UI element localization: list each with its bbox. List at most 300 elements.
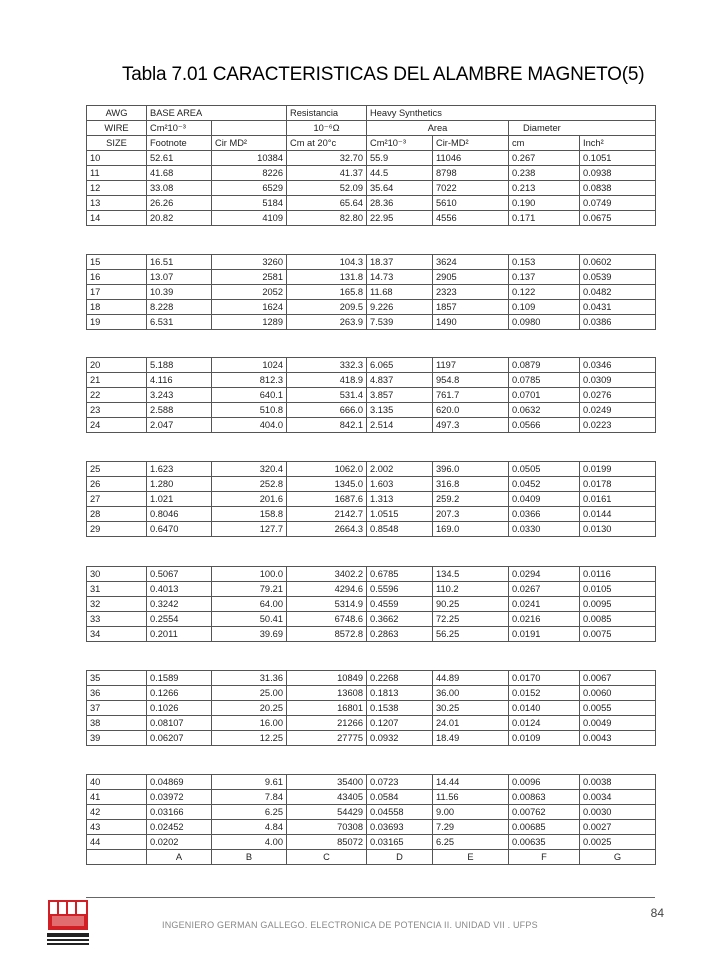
table-cell: 0.0294 [509,567,580,582]
table-cell: 16 [87,270,147,285]
table-cell: 37 [87,701,147,716]
table-cell: 65.64 [287,196,367,211]
table-row [87,315,656,330]
table-cell: 510.8 [212,403,287,418]
table-row [87,686,656,701]
table-cell: 31 [87,582,147,597]
table-cell: 4.837 [367,373,433,388]
header-area: Area [367,121,509,136]
table-cell: 39 [87,731,147,746]
table-cell: 1024 [212,358,287,373]
table-cell: 0.3242 [147,597,212,612]
table-cell: 25 [87,462,147,477]
table-cell: 0.2268 [367,671,433,686]
header-cm2: Cm²10⁻³ [147,121,212,136]
table-cell: 954.8 [433,373,509,388]
table-cell: 52.61 [147,151,212,166]
table-cell: 10384 [212,151,287,166]
table-cell: 13 [87,196,147,211]
table-cell: 0.0276 [580,388,656,403]
table-cell: 209.5 [287,300,367,315]
table-cell: 79.21 [212,582,287,597]
table-cell: 4.116 [147,373,212,388]
table-cell: 54429 [287,805,367,820]
table-cell: 4109 [212,211,287,226]
table-cell: 1.0515 [367,507,433,522]
table-cell: 1.623 [147,462,212,477]
wire-table-group [86,254,656,330]
table-cell: 64.00 [212,597,287,612]
table-cell: 127.7 [212,522,287,537]
table-row [87,151,656,166]
table-cell: 41 [87,790,147,805]
header-resistancia: Resistancia [287,106,367,121]
table-cell: 0.0199 [580,462,656,477]
table-cell: 0.0539 [580,270,656,285]
table-cell: 44 [87,835,147,850]
table-cell: 1197 [433,358,509,373]
table-cell: 43405 [287,790,367,805]
footer-text: INGENIERO GERMAN GALLEGO. ELECTRONICA DE POTENCIA II. UNIDAD VII . UFPS [162,920,538,930]
table-cell: 0.0095 [580,597,656,612]
table-cell: 0.0241 [509,597,580,612]
table-row [87,805,656,820]
table-cell: 40 [87,775,147,790]
table-cell: 13608 [287,686,367,701]
table-cell: 15 [87,255,147,270]
table-cell: 0.0144 [580,507,656,522]
table-cell: 52.09 [287,181,367,196]
table-cell: 0.3662 [367,612,433,627]
table-cell: 158.8 [212,507,287,522]
table-cell: 3.135 [367,403,433,418]
table-cell: 12 [87,181,147,196]
table-cell: 0.0025 [580,835,656,850]
table-cell: 50.41 [212,612,287,627]
table-cell: 620.0 [433,403,509,418]
table-cell: 8572.8 [287,627,367,642]
table-cell: 12.25 [212,731,287,746]
table-cell: 32 [87,597,147,612]
table-cell: 0.1266 [147,686,212,701]
table-cell: 0.1589 [147,671,212,686]
table-cell: 0.2554 [147,612,212,627]
table-cell: 0.0879 [509,358,580,373]
table-cell: 0.153 [509,255,580,270]
table-row [87,582,656,597]
table-cell: 0.0027 [580,820,656,835]
table-cell: 11.68 [367,285,433,300]
table-cell: 26.26 [147,196,212,211]
table-cell: 332.3 [287,358,367,373]
table-cell: 0.0116 [580,567,656,582]
wire-table-header-group [86,105,656,226]
table-cell: 0.267 [509,151,580,166]
table-cell: 4.84 [212,820,287,835]
table-row [87,701,656,716]
table-cell: 7.539 [367,315,433,330]
table-cell: 11.56 [433,790,509,805]
table-cell: 34 [87,627,147,642]
table-cell: 0.6785 [367,567,433,582]
table-row [87,300,656,315]
table-cell: 842.1 [287,418,367,433]
table-cell: 18.37 [367,255,433,270]
table-cell: 2323 [433,285,509,300]
table-cell: 39.69 [212,627,287,642]
table-cell: 9.61 [212,775,287,790]
table-cell: 27 [87,492,147,507]
table-cell: 4.00 [212,835,287,850]
header-cm: cm [509,136,580,151]
table-cell: 14.44 [433,775,509,790]
table-cell: 104.3 [287,255,367,270]
table-row [87,166,656,181]
table-row [87,477,656,492]
table-cell: 0.0386 [580,315,656,330]
table-row [87,196,656,211]
table-cell: 0.0584 [367,790,433,805]
table-cell: 0.0749 [580,196,656,211]
table-cell: 3.857 [367,388,433,403]
table-cell: 0.0060 [580,686,656,701]
table-cell: 0.0366 [509,507,580,522]
table-cell: 531.4 [287,388,367,403]
table-row [87,403,656,418]
wire-table-group [86,461,656,537]
column-letter: F [509,850,580,865]
table-cell: 1.603 [367,477,433,492]
table-cell: 110.2 [433,582,509,597]
table-cell: 1.280 [147,477,212,492]
table-cell: 0.0038 [580,775,656,790]
table-cell: 263.9 [287,315,367,330]
table-cell: 17 [87,285,147,300]
table-cell: 16801 [287,701,367,716]
table-cell: 20 [87,358,147,373]
table-cell: 2905 [433,270,509,285]
table-cell: 0.00762 [509,805,580,820]
table-row [87,627,656,642]
table-cell: 0.0030 [580,805,656,820]
column-letter: A [147,850,212,865]
table-cell: 0.0330 [509,522,580,537]
table-cell: 7022 [433,181,509,196]
table-cell: 259.2 [433,492,509,507]
header-heavy-synthetics: Heavy Synthetics [367,106,656,121]
table-cell: 0.137 [509,270,580,285]
table-cell: 1345.0 [287,477,367,492]
wire-table-group [86,566,656,642]
table-row [87,820,656,835]
table-cell: 0.0130 [580,522,656,537]
table-cell: 8226 [212,166,287,181]
table-cell: 396.0 [433,462,509,477]
table-cell: 666.0 [287,403,367,418]
table-cell: 0.238 [509,166,580,181]
page-number: 84 [650,906,664,920]
table-cell: 24 [87,418,147,433]
table-cell: 2.047 [147,418,212,433]
column-letter-row [87,850,656,865]
table-cell: 0.0452 [509,477,580,492]
column-letter: D [367,850,433,865]
table-cell: 18 [87,300,147,315]
table-cell: 812.3 [212,373,287,388]
table-cell: 0.0602 [580,255,656,270]
table-cell: 0.03165 [367,835,433,850]
table-cell: 10849 [287,671,367,686]
table-cell: 0.00685 [509,820,580,835]
table-cell: 2052 [212,285,287,300]
table-cell: 0.0675 [580,211,656,226]
table-cell: 35 [87,671,147,686]
table-cell: 2142.7 [287,507,367,522]
table-cell: 6.25 [433,835,509,850]
header-cir-md2: Cir-MD² [433,136,509,151]
column-letter [87,850,147,865]
table-cell: 5610 [433,196,509,211]
table-cell: 0.0938 [580,166,656,181]
header-diameter: Diameter [509,121,656,136]
header-cm-at-20c: Cm at 20°c [287,136,367,151]
table-cell: 0.02452 [147,820,212,835]
table-cell: 33 [87,612,147,627]
table-row [87,418,656,433]
table-row [87,567,656,582]
table-cell: 0.2863 [367,627,433,642]
table-cell: 3260 [212,255,287,270]
table-cell: 25.00 [212,686,287,701]
table-cell: 82.80 [287,211,367,226]
header-awg: AWG [87,106,147,121]
table-cell: 44.5 [367,166,433,181]
table-cell: 2.514 [367,418,433,433]
table-cell: 0.0096 [509,775,580,790]
table-cell: 41.37 [287,166,367,181]
table-cell: 0.0701 [509,388,580,403]
table-row [87,270,656,285]
table-cell: 1490 [433,315,509,330]
table-cell: 169.0 [433,522,509,537]
table-cell: 21266 [287,716,367,731]
table-cell: 9.00 [433,805,509,820]
table-cell: 0.00635 [509,835,580,850]
table-cell: 16.51 [147,255,212,270]
table-cell: 0.8548 [367,522,433,537]
table-cell: 18.49 [433,731,509,746]
table-cell: 21 [87,373,147,388]
header-cir-md: Cir MD² [212,136,287,151]
table-cell: 0.0632 [509,403,580,418]
table-cell: 207.3 [433,507,509,522]
table-cell: 0.0161 [580,492,656,507]
table-cell: 28 [87,507,147,522]
table-cell: 6748.6 [287,612,367,627]
table-cell: 0.0124 [509,716,580,731]
table-cell: 0.0309 [580,373,656,388]
table-cell: 0.1207 [367,716,433,731]
table-cell: 56.25 [433,627,509,642]
table-row [87,492,656,507]
table-cell: 0.03166 [147,805,212,820]
table-cell: 16.00 [212,716,287,731]
table-cell: 1289 [212,315,287,330]
table-cell: 0.04558 [367,805,433,820]
table-cell: 3.243 [147,388,212,403]
table-cell: 640.1 [212,388,287,403]
table-cell: 10 [87,151,147,166]
table-cell: 0.0267 [509,582,580,597]
table-cell: 0.8046 [147,507,212,522]
table-cell: 19 [87,315,147,330]
table-cell: 0.0191 [509,627,580,642]
table-cell: 8798 [433,166,509,181]
table-cell: 1624 [212,300,287,315]
table-cell: 0.1813 [367,686,433,701]
table-cell: 14 [87,211,147,226]
table-cell: 35.64 [367,181,433,196]
table-cell: 0.0431 [580,300,656,315]
table-row [87,790,656,805]
table-cell: 0.0785 [509,373,580,388]
table-cell: 0.0482 [580,285,656,300]
table-cell: 36.00 [433,686,509,701]
table-cell: 33.08 [147,181,212,196]
table-cell: 0.190 [509,196,580,211]
table-cell: 0.0109 [509,731,580,746]
table-cell: 5.188 [147,358,212,373]
table-cell: 0.213 [509,181,580,196]
table-cell: 22.95 [367,211,433,226]
table-cell: 9.226 [367,300,433,315]
table-row [87,775,656,790]
table-cell: 252.8 [212,477,287,492]
table-cell: 0.0216 [509,612,580,627]
table-row [87,597,656,612]
table-cell: 0.00863 [509,790,580,805]
table-cell: 0.6470 [147,522,212,537]
table-cell: 0.0249 [580,403,656,418]
table-cell: 20.25 [212,701,287,716]
table-cell: 44.89 [433,671,509,686]
table-cell: 0.4559 [367,597,433,612]
table-cell: 2581 [212,270,287,285]
table-cell: 0.04869 [147,775,212,790]
table-cell: 320.4 [212,462,287,477]
header-size: SIZE [87,136,147,151]
table-cell: 165.8 [287,285,367,300]
table-cell: 0.0178 [580,477,656,492]
table-cell: 0.0049 [580,716,656,731]
table-cell: 11 [87,166,147,181]
table-cell: 31.36 [212,671,287,686]
table-cell: 761.7 [433,388,509,403]
table-cell: 14.73 [367,270,433,285]
table-cell: 0.03693 [367,820,433,835]
table-cell: 7.84 [212,790,287,805]
table-cell: 0.0152 [509,686,580,701]
table-row [87,612,656,627]
table-row [87,462,656,477]
wire-table-group [86,357,656,433]
table-cell: 85072 [287,835,367,850]
column-letter: G [580,850,656,865]
table-cell: 0.0105 [580,582,656,597]
table-cell: 131.8 [287,270,367,285]
table-cell: 0.2011 [147,627,212,642]
table-cell: 0.0723 [367,775,433,790]
table-cell: 0.5596 [367,582,433,597]
table-cell: 0.0140 [509,701,580,716]
table-cell: 201.6 [212,492,287,507]
table-cell: 0.0067 [580,671,656,686]
page-title: Tabla 7.01 CARACTERISTICAS DEL ALAMBRE MAGNETO(5) [122,64,645,85]
table-cell: 11046 [433,151,509,166]
table-cell: 404.0 [212,418,287,433]
table-cell: 43 [87,820,147,835]
table-cell: 2.588 [147,403,212,418]
header-ohm: 10⁻⁶Ω [287,121,367,136]
table-cell: 0.0932 [367,731,433,746]
table-cell: 0.0043 [580,731,656,746]
table-cell: 0.0566 [509,418,580,433]
table-cell: 2.002 [367,462,433,477]
table-row [87,835,656,850]
header-inch: Inch² [580,136,656,151]
table-cell: 0.0034 [580,790,656,805]
table-row [87,671,656,686]
table-row [87,211,656,226]
table-cell: 72.25 [433,612,509,627]
footer-rule [86,897,655,898]
table-cell: 0.03972 [147,790,212,805]
table-cell: 24.01 [433,716,509,731]
table-cell: 30 [87,567,147,582]
header-area-cm2: Cm²10⁻³ [367,136,433,151]
table-cell: 13.07 [147,270,212,285]
table-cell: 41.68 [147,166,212,181]
table-cell: 0.0838 [580,181,656,196]
table-row [87,181,656,196]
table-cell: 29 [87,522,147,537]
table-cell: 0.4013 [147,582,212,597]
table-cell: 42 [87,805,147,820]
table-cell: 0.0409 [509,492,580,507]
table-cell: 27775 [287,731,367,746]
table-cell: 0.5067 [147,567,212,582]
table-cell: 90.25 [433,597,509,612]
table-cell: 1062.0 [287,462,367,477]
table-cell: 0.0223 [580,418,656,433]
table-row [87,522,656,537]
table-cell: 23 [87,403,147,418]
table-cell: 0.08107 [147,716,212,731]
table-cell: 1687.6 [287,492,367,507]
header-wire: WIRE [87,121,147,136]
table-cell: 5314.9 [287,597,367,612]
table-cell: 0.1026 [147,701,212,716]
table-cell: 6.531 [147,315,212,330]
table-row [87,255,656,270]
table-row [87,358,656,373]
table-cell: 0.0085 [580,612,656,627]
table-cell: 4294.6 [287,582,367,597]
table-cell: 0.1051 [580,151,656,166]
table-cell: 316.8 [433,477,509,492]
table-cell: 3402.2 [287,567,367,582]
table-cell: 26 [87,477,147,492]
